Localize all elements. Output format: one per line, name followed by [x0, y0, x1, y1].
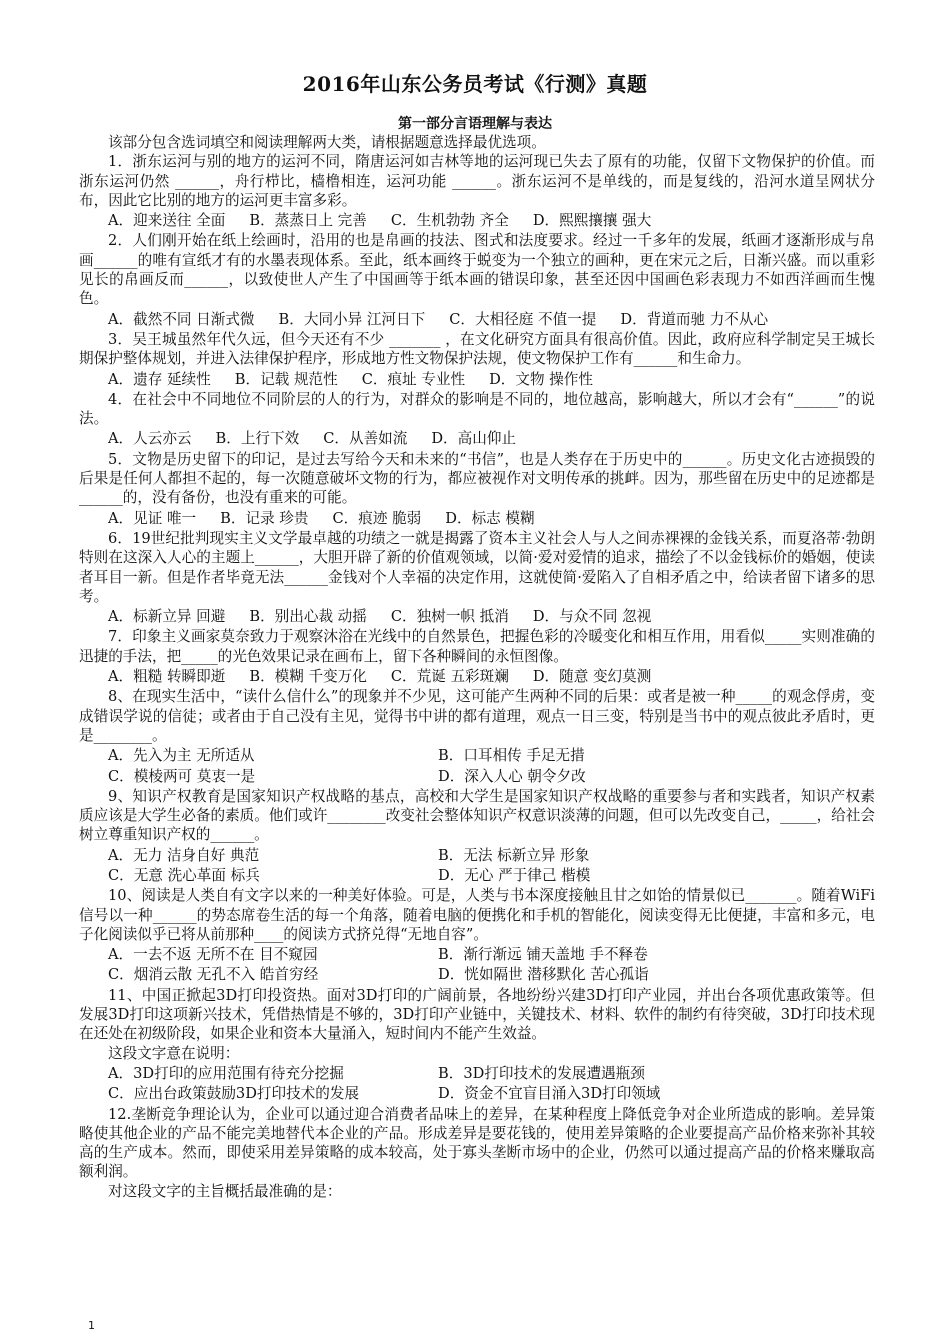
document-title: 2016年山东公务员考试《行测》真题 — [302, 72, 648, 96]
option-b: B．记载 规范性 — [234, 370, 338, 388]
option-a: A．见证 唯一 — [108, 509, 197, 527]
question-11-options-row-2 — [79, 1084, 875, 1103]
option-a: A．遗存 延续性 — [108, 370, 211, 388]
option-d: D．熙熙攘攘 强大 — [532, 212, 652, 230]
option-b: B．记录 珍贵 — [220, 509, 309, 527]
option-c: C．大相径庭 不值一提 — [449, 310, 597, 328]
question-9-options-row-2 — [79, 866, 875, 885]
option-d: D．深入人心 朝令夕改 — [438, 767, 586, 785]
option-a: A．3D打印的应用范围有待充分挖掘 — [108, 1064, 344, 1082]
option-d: D．恍如隔世 潜移默化 苦心孤诣 — [438, 966, 649, 984]
question-12-stem: 对这段文字的主旨概括最准确的是： — [108, 1182, 342, 1200]
section-heading: 第一部分言语理解与表达 — [398, 116, 552, 132]
option-c: C．模棱两可 莫衷一是 — [108, 767, 256, 785]
option-b: B．上行下效 — [215, 430, 300, 448]
question-10-options-row-1 — [79, 945, 875, 964]
option-a: A．迎来送往 全面 — [108, 212, 226, 230]
option-b: B．3D打印技术的发展遭遇瓶颈 — [438, 1064, 645, 1082]
question-9-options-row-1 — [79, 846, 875, 865]
option-a: A．截然不同 日渐式微 — [108, 310, 255, 328]
option-c: C．生机勃勃 齐全 — [390, 212, 509, 230]
intro-paragraph: 该部分包含选词填空和阅读理解两大类，请根据题意选择最优选项。 — [108, 134, 546, 151]
question-10-text: 10、阅读是人类自有文字以来的一种美好体验。可是，人类与书本深度接触且甘之如饴的情景似已_______。随着WiFi信号以一种______的势态席卷生活的每一个角落，随着电脑的便携化和手机的智能化，阅读变得无比便捷，丰富和多元，电子化阅读似乎已将从前那种____的阅读方式挤兑得“无地自容”。 — [79, 887, 875, 943]
question-11-stem: 这段文字意在说明： — [108, 1044, 240, 1062]
option-d: D．无心 严于律己 楷模 — [438, 866, 591, 884]
option-a: A．标新立异 回避 — [108, 608, 226, 626]
question-7-text: 7．印象主义画家莫奈致力于观察沐浴在光线中的自然景色，把握色彩的冷暖变化和相互作用，用看似_____实则准确的迅捷的手法，把_____的光色效果记录在画布上，留下各种瞬间的永恒图像。 — [79, 628, 875, 665]
question-11-options-row-1 — [79, 1064, 875, 1083]
question-9-text: 9、知识产权教育是国家知识产权战略的基点，高校和大学生是国家知识产权战略的重要参与者和实践者，知识产权素质应该是大学生必备的素质。他们或许________改变社会整体知识产权意识淡薄的问题，但可以先改变自己，_____，给社会树立尊重知识产权的______。 — [79, 787, 875, 844]
question-1-options — [79, 211, 875, 230]
option-d: D．随意 变幻莫测 — [532, 668, 652, 686]
option-a: A．粗糙 转瞬即逝 — [108, 668, 226, 686]
option-c: C．荒诞 五彩斑斓 — [390, 668, 509, 686]
option-a: A．先入为主 无所适从 — [108, 747, 255, 765]
option-a: A．人云亦云 — [108, 430, 192, 448]
question-2-text: 2．人们刚开始在纸上绘画时，沿用的也是帛画的技法、图式和法度要求。经过一千多年的发展，纸画才逐渐形成与帛画______的唯有宣纸才有的水墨表现体系。至此，纸本画终于蜕变为一个独立的画种，更在宋元之后，日渐兴盛。而以重彩见长的帛画反而______，以致使世人产生了中国画等于纸本画的错误印象，甚至还因中国画色彩表现力不如西洋画而生愧色。 — [79, 232, 875, 308]
option-b: B．大同小异 江河日下 — [278, 310, 426, 328]
option-b: B．口耳相传 手足无措 — [438, 747, 585, 765]
option-c: C．痕迹 脆弱 — [332, 509, 422, 527]
question-5-options — [79, 509, 875, 528]
option-b: B．渐行渐远 铺天盖地 手不释卷 — [438, 946, 648, 964]
option-c: C．独树一帜 抵消 — [390, 608, 509, 626]
option-d: D．标志 模糊 — [445, 509, 535, 527]
option-b: B．模糊 千变万化 — [249, 668, 367, 686]
question-12-text: 12.垄断竞争理论认为，企业可以通过迎合消费者品味上的差异，在某种程度上降低竞争对企业所造成的影响。差异策略使其他企业的产品不能完美地替代本企业的产品。形成差异是要花钱的，使用差异策略的企业要提高产品价格来弥补其较高的生产成本。然而，即使采用差异策略的成本较高，处于寡头垄断市场中的企业，仍然可以通过提高产品的价格来赚取高额利润。 — [79, 1105, 875, 1181]
option-b: B．别出心裁 动摇 — [249, 608, 367, 626]
option-d: D．高山仰止 — [431, 430, 517, 448]
question-3-text: 3．吴王城虽然年代久远，但今天还有不少 _______ ，在文化研究方面具有很高价值。因此，政府应科学制定吴王城长期保护整体规划，并进入法律保护程序，形成地方性文物保护法规，使文物保护工作有______和生命力。 — [79, 330, 875, 368]
option-c: C．无意 洗心革面 标兵 — [108, 866, 260, 884]
question-11-text: 11、中国正掀起3D打印投资热。面对3D打印的广阔前景，各地纷纷兴建3D打印产业园，并出台各项优惠政策等。但发展3D打印这项新兴技术，凭借热情是不够的，3D打印产业链中，关键技术、材料、软件的制约有待突破，3D打印技术现在还处在初级阶段，如果企业和资本大量涌入，短时间内不能产生效益。 — [79, 986, 875, 1043]
option-d: D．资金不宜盲目涌入3D打印领域 — [438, 1085, 661, 1103]
question-4-options — [79, 429, 875, 448]
option-a: A．一去不返 无所不在 目不窥园 — [108, 946, 318, 964]
question-7-options — [79, 667, 875, 686]
question-8-options-row-1 — [79, 746, 875, 765]
question-6-text: 6．19世纪批判现实主义文学最卓越的功绩之一就是揭露了资本主义社会人与人之间赤裸裸的金钱关系，而夏洛蒂·勃朗特则在这深入人心的主题上______，大胆开辟了新的价值观领域，以简·爱对爱情的追求，描绘了不以金钱标价的婚姻，使读者耳目一新。但是作者毕竟无法______金钱对个人幸福的决定作用，这就使简·爱陷入了自相矛盾之中，给读者留下诸多的思考。 — [79, 529, 875, 605]
question-5-text: 5．文物是历史留下的印记，是过去写给今天和未来的“书信”，也是人类存在于历史中的______。历史文化古迹损毁的后果是任何人都担不起的，每一次随意破坏文物的行为，都应被视作对文明传承的挑衅。因为，那些留在历史中的足迹都是______的，没有备份，也没有重来的可能。 — [79, 450, 875, 507]
question-6-options — [79, 607, 875, 626]
question-2-options — [79, 310, 875, 329]
page-number: 1 — [88, 1319, 95, 1332]
option-a: A．无力 洁身自好 典范 — [108, 846, 260, 864]
option-c: C．应出台政策鼓励3D打印技术的发展 — [108, 1085, 360, 1103]
question-10-options-row-2 — [79, 965, 875, 984]
option-d: D．文物 操作性 — [489, 370, 593, 388]
option-c: C．从善如流 — [323, 430, 408, 448]
option-d: D．与众不同 忽视 — [532, 608, 652, 626]
document-body — [79, 133, 875, 1201]
option-b: B．无法 标新立异 形象 — [438, 846, 590, 864]
question-8-options-row-2 — [79, 767, 875, 786]
question-3-options — [79, 370, 875, 389]
option-b: B．蒸蒸日上 完善 — [249, 212, 367, 230]
option-d: D．背道而驰 力不从心 — [620, 310, 769, 328]
question-4-text: 4．在社会中不同地位不同阶层的人的行为，对群众的影响是不同的，地位越高，影响越大，所以才会有“______”的说法。 — [79, 390, 875, 428]
question-1-text: 1．浙东运河与别的地方的运河不同，隋唐运河如吉林等地的运河现已失去了原有的功能，仅留下文物保护的价值。而浙东运河仍然 ______，舟行栉比，樯橹相连，运河功能 ______。浙东运河不是单线的，而是复线的，沿河水道呈网状分布，因此它比别的地方的运河更丰富多彩。 — [79, 153, 875, 209]
option-c: C．烟消云散 无孔不入 皓首穷经 — [108, 966, 319, 984]
question-8-text: 8、在现实生活中，“读什么信什么”的现象并不少见，这可能产生两种不同的后果：或者是被一种_____的观念俘虏，变成错误学说的信徒；或者由于自己没有主见，觉得书中讲的都有道理，观点一日三变，特别是当书中的观点彼此矛盾时，更是________。 — [79, 688, 875, 744]
option-c: C．痕址 专业性 — [361, 370, 466, 388]
